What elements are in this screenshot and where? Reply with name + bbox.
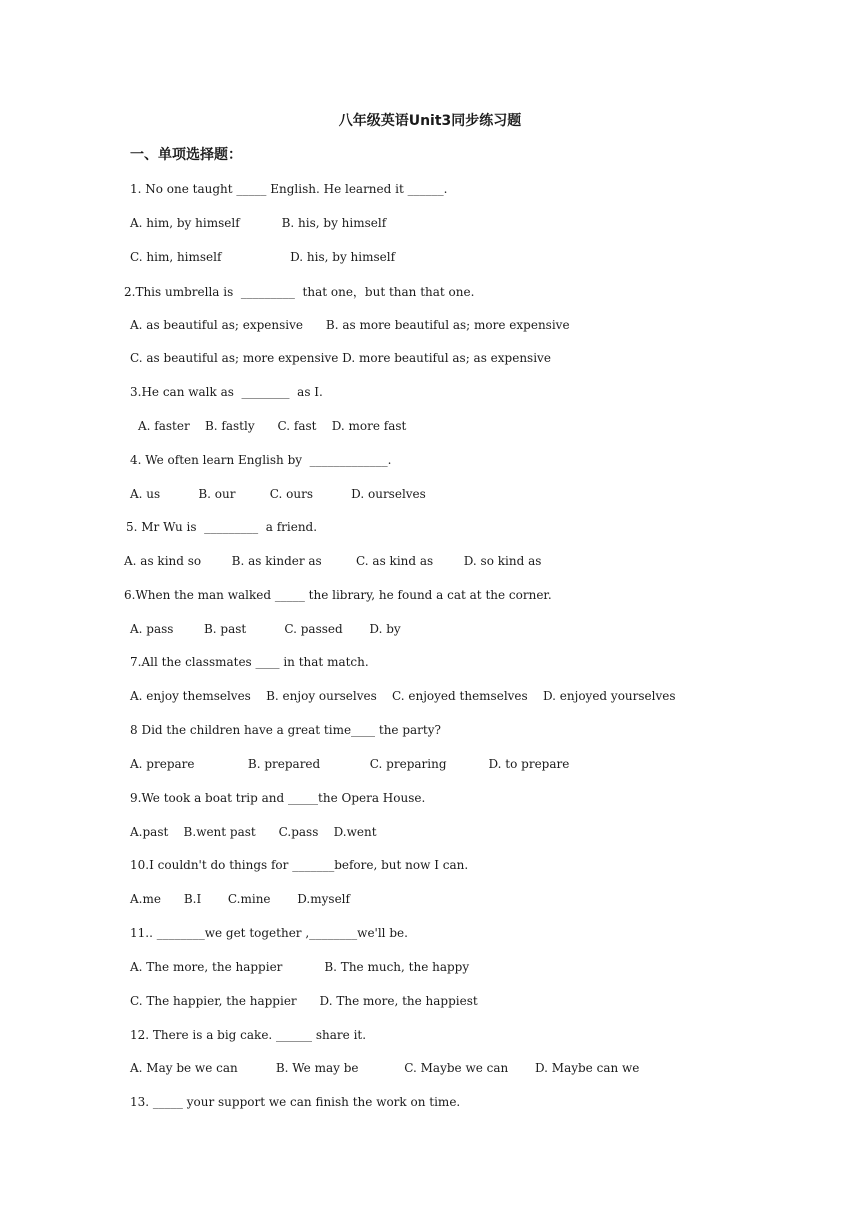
options-7: A. enjoy themselves B. enjoy ourselves C. enjoyed themselves D. enjoyed yourselves <box>130 689 676 703</box>
document-title: 八年级英语Unit3同步练习题 <box>338 113 522 129</box>
options-2a: A. as beautiful as; expensive B. as more beautiful as; more expensive <box>130 318 570 332</box>
question-7: 7.All the classmates ____ in that match. <box>130 655 369 669</box>
options-1b: C. him, himself D. his, by himself <box>130 250 396 264</box>
question-9: 9.We took a boat trip and _____the Opera House. <box>130 791 426 805</box>
options-5: A. as kind so B. as kinder as C. as kind as D. so kind as <box>124 554 542 568</box>
question-1: 1. No one taught _____ English. He learned it ______. <box>130 182 448 196</box>
options-10: A.me B.I C.mine D.myself <box>130 892 350 906</box>
options-9: A.past B.went past C.pass D.went <box>130 825 377 839</box>
options-6: A. pass B. past C. passed D. by <box>130 622 401 636</box>
question-6: 6.When the man walked _____ the library, he found a cat at the corner. <box>124 588 552 602</box>
question-5: 5. Mr Wu is _________ a friend. <box>126 520 318 534</box>
options-2b: C. as beautiful as; more expensive D. more beautiful as; as expensive <box>130 351 551 365</box>
question-4: 4. We often learn English by _____________. <box>130 453 392 467</box>
question-3: 3.He can walk as ________ as I. <box>130 385 323 399</box>
options-4: A. us B. our C. ours D. ourselves <box>130 487 426 501</box>
question-12: 12. There is a big cake. ______ share it. <box>130 1028 367 1042</box>
options-3: A. faster B. fastly C. fast D. more fast <box>138 419 407 433</box>
options-12: A. May be we can B. We may be C. Maybe we can D. Maybe can we <box>130 1061 640 1075</box>
options-11b: C. The happier, the happier D. The more, the happiest <box>130 994 478 1008</box>
section-heading: 一、单项选择题： <box>130 147 242 163</box>
question-11: 11.. ________we get together ,________we'll be. <box>130 926 408 940</box>
options-1a: A. him, by himself B. his, by himself <box>130 216 387 230</box>
options-8: A. prepare B. prepared C. preparing D. to prepare <box>130 757 570 771</box>
options-11a: A. The more, the happier B. The much, the happy <box>130 960 470 974</box>
question-8: 8 Did the children have a great time____ the party? <box>130 723 441 737</box>
question-13: 13. _____ your support we can finish the work on time. <box>130 1095 461 1109</box>
question-2: 2.This umbrella is _________ that one，but than that one. <box>124 285 475 299</box>
question-10: 10.I couldn't do things for _______before, but now I can. <box>130 858 469 872</box>
